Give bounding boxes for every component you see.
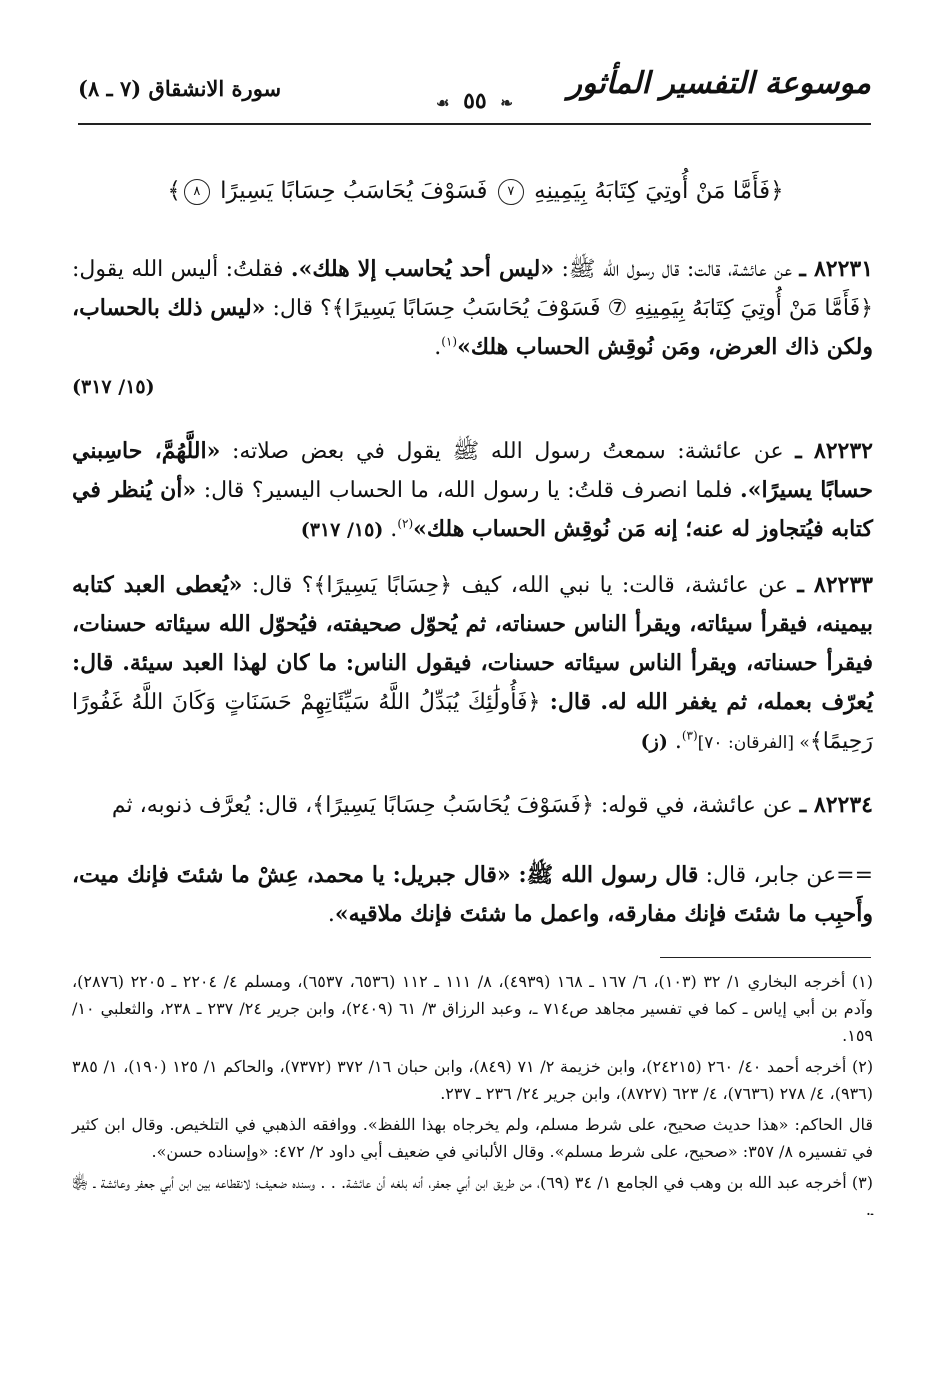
ornament-icon: ❧ [500, 94, 513, 112]
volume-page-ref: (١٥/ ٣١٧) [72, 376, 155, 398]
hadith-number: ٨٢٢٣٢ ـ [795, 438, 873, 464]
hadith-text: . [383, 517, 398, 542]
hadith-number: ٨٢٢٣١ ـ [799, 256, 874, 282]
hadith-text: عن عائشة، قالت: قال رسول الله ﷺ: [554, 257, 800, 282]
quran-verse [80, 178, 871, 205]
hadith-text: عن جابر، قال: [698, 863, 837, 888]
hadith-82231 [72, 250, 873, 407]
footnote-2: (٢) أخرجه أحمد ٤٠/ ٢٦٠ (٢٤٢١٥)، وابن خزيمة ٢/ ٧١ (٨٤٩)، وابن حبان ١٦/ ٣٧٢ (٧٣٧٢)، والحاكم ١/ ١٢٥ (١٩٠)، ١/ ٣٨٥ (٩٣٦)، ٤/ ٢٧٨ (٧٦٣٦)، ٤/ ٦٢٣ (٨٧٢٧)، وابن جرير ٢٤/ ٢٣٦ ـ ٢٣٧. [72, 1057, 874, 1103]
hadith-text: عن عائشة، قالت: يا نبي الله، كيف [452, 573, 798, 598]
volume-page-ref: (١٥/ ٣١٧) [300, 519, 384, 541]
hadith-text: ، قال: يُعرَّف ذنوبه، ثم [111, 793, 313, 818]
quran-quote: ﴿فَسَوْفَ يُحَاسَبُ حِسَابًا يَسِيرًا﴾ [312, 793, 594, 818]
verse-part-2: فَسَوْفَ يُحَاسَبُ حِسَابًا يَسِيرًا [220, 178, 488, 204]
footnotes [72, 968, 873, 1223]
hadith-text: فلما انصرف قلتُ: يا رسول الله، ما الحساب اليسير؟ قال: [196, 478, 741, 503]
footnote-marker: (٣) [681, 728, 698, 743]
hadith-text: . [667, 729, 682, 754]
footnote-divider [660, 957, 871, 958]
ayah-number-7: ٧ [498, 179, 524, 205]
header-divider [78, 123, 871, 125]
prophetic-quote: «يُعطى العبد كتابه بيمينه، فيقرأ سيئاته، ويقرأ الناس حسناته، ثم يُحوّل صحيفته، فيُحوّل الله سيئاته حسنات، فيقرأ حسناته، ويقرأ الناس سيئاته حسنات، فيقول الناس: ما كان لهذا العبد سيئة. قال: يُعرّف بعمله، ثم يغفر الله له. قال: [72, 572, 873, 715]
hadith-number: ٨٢٢٣٤ ـ [799, 792, 873, 818]
hadith-text: ؟ قال: [242, 573, 314, 598]
prophetic-quote: «اللَّهُمَّ، حاسِبني حسابًا يسيرًا». [72, 438, 874, 503]
quran-citation: » [الفرقان: ٧٠] [697, 733, 810, 753]
quran-quote: ﴿فَأُولَٰئِكَ يُبَدِّلُ اللَّهُ سَيِّئَاتِهِمْ حَسَنَاتٍ وَكَانَ اللَّهُ غَفُورًا رَحِيمًا﴾ [72, 690, 873, 754]
verse-open-bracket: ﴿ [770, 178, 784, 204]
prophetic-quote: «ليس أحد يُحاسب إلا هلك». [290, 256, 555, 282]
continuation-mark: == [836, 863, 874, 888]
page-number: ٥٥ [463, 88, 487, 114]
hadith-82233 [72, 566, 873, 763]
ayah-number-8: ٨ [184, 179, 210, 205]
surah-reference: سورة الانشقاق (٧ ـ ٨) [78, 76, 282, 101]
hadith-number: ٨٢٢٣٣ ـ [797, 572, 873, 598]
footnote-1: (١) أخرجه البخاري ١/ ٣٢ (١٠٣)، ٦/ ١٦٧ ـ ١٦٨ (٤٩٣٩)، ٨/ ١١١ ـ ١١٢ (٦٥٣٦، ٦٥٣٧)، ومسلم ٤/ ٢٢٠٤ ـ ٢٢٠٥ (٢٨٧٦)، وآدم بن أبي إياس ـ كما في تفسير مجاهد ص٧١٤ ـ، وعبد الرزاق ٣/ ٦١ (٢٤٠٩)، وابن جرير ٢٤/ ٢٣٧ ـ ٢٣٨، والثعلبي ١٠/ ١٥٩. [72, 972, 874, 1045]
hadith-text: فقلتُ: أليس الله يقول: [72, 257, 291, 282]
quran-quote: ﴿حِسَابًا يَسِيرًا﴾ [313, 573, 453, 598]
prophetic-quote: قال رسول الله ﷺ: «قال جبريل: يا محمد، عِشْ ما شئتَ فإنك ميت، وأَحبِب ما شئتَ فإنك مفارقه، واعمل ما شئتَ فإنك ملاقيه» [72, 862, 873, 927]
hadith-text: . [434, 335, 442, 360]
hadith-82232 [72, 432, 873, 550]
footnote-marker: (٢) [397, 516, 414, 531]
footnote-2-commentary: قال الحاكم: «هذا حديث صحيح، على شرط مسلم، ولم يخرجاه بهذا اللفظ». ووافقه الذهبي في التلخيص. وقال ابن كثير في تفسيره ٨/ ٣٥٧: «صحيح، على شرط مسلم». وقال الألباني في ضعيف أبي داود ٢/ ٤٧٢: «وإسناده حسن». [72, 1115, 873, 1161]
hadith-text: ؟ قال: [265, 296, 332, 321]
hadith-text: عن عائشة، في قوله: [593, 793, 800, 818]
hadith-text: . [327, 902, 335, 927]
source-marker: (ز) [640, 731, 668, 753]
prophetic-quote: «ليس ذلك بالحساب، ولكن ذاك العرض، ومَن نُوقِش الحساب هلك» [72, 295, 873, 360]
page-header [78, 66, 871, 114]
verse-close-bracket: ﴾ [167, 178, 181, 204]
verse-part-1: فَأَمَّا مَنْ أُوتِيَ كِتَابَهُ بِيَمِينِهِ [534, 178, 771, 204]
hadith-82234 [72, 786, 873, 825]
footnote-3: (٣) أخرجه عبد الله بن وهب في الجامع ١/ ٣٤ (٦٩)، من طريق ابن أبي جعفر، أنه بلغه أن عائشة. . . وسنده ضعيف؛ لانقطاعه بين ابن أبي جعفر وعائشة ـ ﵂ ـ. [72, 1173, 873, 1219]
ornament-icon: ☙ [435, 94, 450, 112]
book-title: موسوعة التفسير المأثور [567, 66, 871, 101]
continued-text [72, 856, 873, 934]
prophetic-quote: «أن يُنظر في كتابه فيُتجاوز له عنه؛ إنه مَن نُوقِش الحساب هلك» [72, 477, 873, 542]
quran-quote: ﴿فَأَمَّا مَنْ أُوتِيَ كِتَابَهُ بِيَمِينِهِ ⑦ فَسَوْفَ يُحَاسَبُ حِسَابًا يَسِيرًا﴾ [331, 296, 874, 321]
hadith-text: عن عائشة: سمعتُ رسول الله ﷺ يقول في بعض صلاته: [220, 439, 796, 464]
footnote-marker: (١) [441, 334, 458, 349]
